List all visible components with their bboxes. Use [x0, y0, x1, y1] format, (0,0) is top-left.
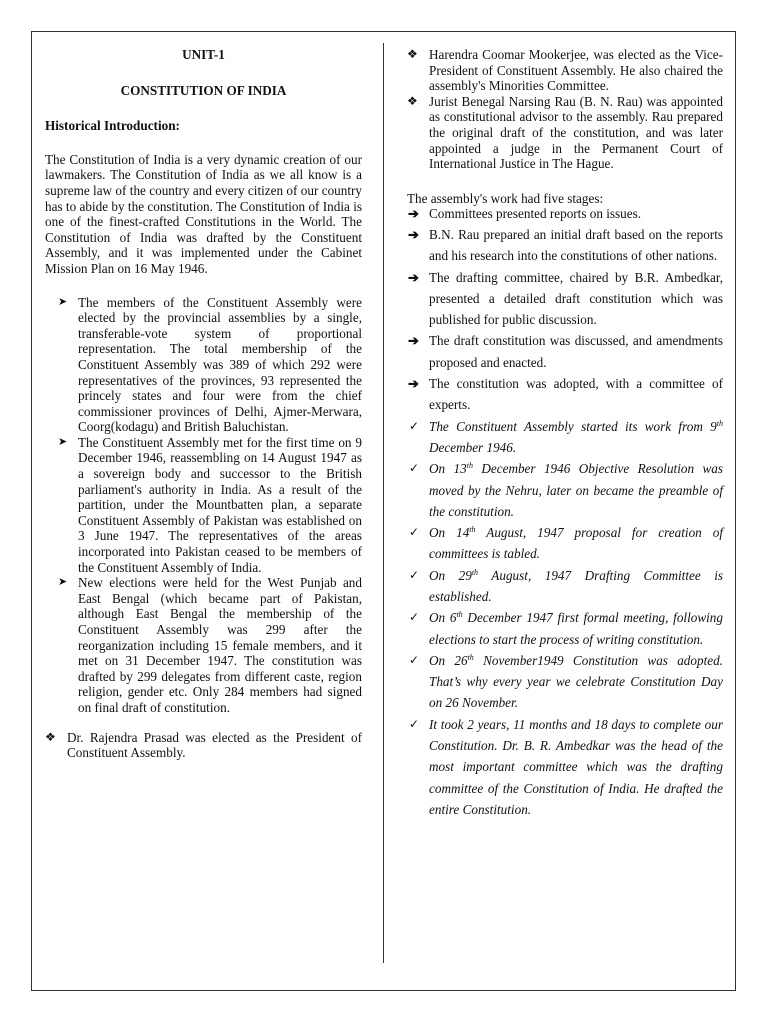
list-item: ➔ Committees presented reports on issues. — [408, 206, 642, 222]
right-arrow-icon: ➔ — [408, 226, 419, 242]
unit-title: UNIT-1 — [182, 47, 225, 62]
list-item: ✓ The Constituent Assembly started its work from 9th December 1946. — [407, 416, 723, 459]
list-item: ➤ New elections were held for the West Punjab and East Bengal (which became part of Pakistan, although East Bengal the membership of the Constituent Assembly was 299 after the reorganization including 15 female members, and it met on 31 December 1947. The constitution was drafted by 299 delegates from different caste, region religion, gender etc. Only 284 members had signed on final draft of constitution. — [58, 575, 362, 715]
diamond-bullet-icon: ❖ — [407, 47, 418, 61]
left-column — [45, 47, 362, 761]
list-item: ✓ On 14th August, 1947 proposal for creation of committees is tabled. — [407, 522, 723, 565]
checkmark-icon: ✓ — [409, 418, 420, 433]
column-divider — [383, 43, 384, 963]
checkmark-icon: ✓ — [409, 525, 420, 540]
list-item: ✓ On 6th December 1947 first formal meeting, following elections to start the process of writing constitution. — [407, 607, 723, 650]
president-list — [45, 730, 362, 761]
arrow-bullet-icon: ➤ — [58, 295, 68, 308]
stages-list — [407, 206, 723, 415]
list-item: ➔ The drafting committee, chaired by B.R. Ambedkar, presented a detailed draft constitution which was published for public discussion. — [407, 267, 723, 331]
list-item: ➔ The draft constitution was discussed, and amendments proposed and enacted. — [407, 330, 723, 373]
right-arrow-icon: ➔ — [408, 376, 419, 392]
stages-heading: The assembly's work had five stages: — [407, 190, 604, 206]
list-item: ➔ B.N. Rau prepared an initial draft based on the reports and his research into the constitutions of other nations. — [407, 224, 723, 267]
list-item: ❖ Dr. Rajendra Prasad was elected as the President of Constituent Assembly. — [45, 729, 362, 761]
right-arrow-icon: ➔ — [408, 206, 419, 222]
right-arrow-icon: ➔ — [408, 333, 419, 349]
list-item: ❖ Harendra Coomar Mookerjee, was elected as the Vice-President of Constituent Assembly. He also chaired the assembly's Minorities Committee. — [407, 47, 723, 94]
right-column — [407, 47, 723, 820]
checkmark-icon: ✓ — [409, 652, 420, 667]
list-item: ✓ It took 2 years, 11 months and 18 days to complete our Constitution. Dr. B. R. Ambedkar was the head of the most important committee which was the drafting committee of the Constitution of India. He drafted the entire Constitution. — [407, 714, 723, 820]
intro-paragraph: The Constitution of India is a very dynamic creation of our lawmakers. The Constitution of India as we all know is a supreme law of the country and every citizen of our country has to abide by the constitution. The Constitution of India is one of the finest-crafted Constitutions in the World. The Constitution of India was drafted by the Constituent Assembly, and it was implemented under the Cabinet Mission Plan on 16 May 1946. — [45, 151, 362, 276]
checkmark-icon: ✓ — [409, 567, 420, 582]
right-arrow-icon: ➔ — [408, 269, 419, 285]
diamond-bullet-icon: ❖ — [407, 93, 418, 108]
assembly-facts-list — [58, 295, 362, 716]
checkmark-icon: ✓ — [409, 461, 420, 476]
list-item: ➔ The constitution was adopted, with a committee of experts. — [407, 373, 723, 416]
list-item: ✓ On 26th November1949 Constitution was adopted. That’s why every year we celebrate Constitution Day on 26 November. — [407, 650, 723, 714]
arrow-bullet-icon: ➤ — [58, 435, 68, 448]
checkmark-icon: ✓ — [409, 610, 420, 625]
arrow-bullet-icon: ➤ — [58, 576, 68, 589]
section-heading: Historical Introduction: — [45, 118, 180, 134]
checkmark-icon: ✓ — [409, 716, 420, 731]
list-item: ✓ On 29th August, 1947 Drafting Committee is established. — [407, 565, 723, 608]
list-item: ❖ Jurist Benegal Narsing Rau (B. N. Rau) was appointed as constitutional advisor to the assembly. Rau prepared the original draft of the constitution, and was later appointed a judge in the Permanent Court of International Justice in The Hague. — [407, 93, 723, 172]
list-item: ✓ On 13th December 1946 Objective Resolution was moved by the Nehru, later on became the preamble of the constitution. — [407, 458, 723, 522]
officials-list — [407, 47, 723, 172]
document-title: CONSTITUTION OF INDIA — [120, 82, 287, 98]
list-item: ➤ The Constituent Assembly met for the first time on 9 December 1946, reassembling on 14 August 1947 as a sovereign body and successor to the British parliament's authority in India. As a result of the partition, under the Mountbatten plan, a separate Constituent Assembly of Pakistan was established on 3 June 1947. The representatives of the areas incorporated into Pakistan ceased to be members of the Constituent Assembly of India. — [58, 434, 362, 575]
timeline-list — [407, 416, 723, 821]
diamond-bullet-icon: ❖ — [45, 729, 56, 744]
list-item: ➤ The members of the Constituent Assembly were elected by the provincial assemblies by a single, transferable-vote system of proportional representation. The total membership of the Constituent Assembly was 389 of which 292 were representatives of the provinces, 93 represented the princely states and four were from the chief commissioner provinces of Delhi, Ajmer-Merwara, Coorg(kodagu) and British Baluchistan. — [58, 294, 362, 435]
